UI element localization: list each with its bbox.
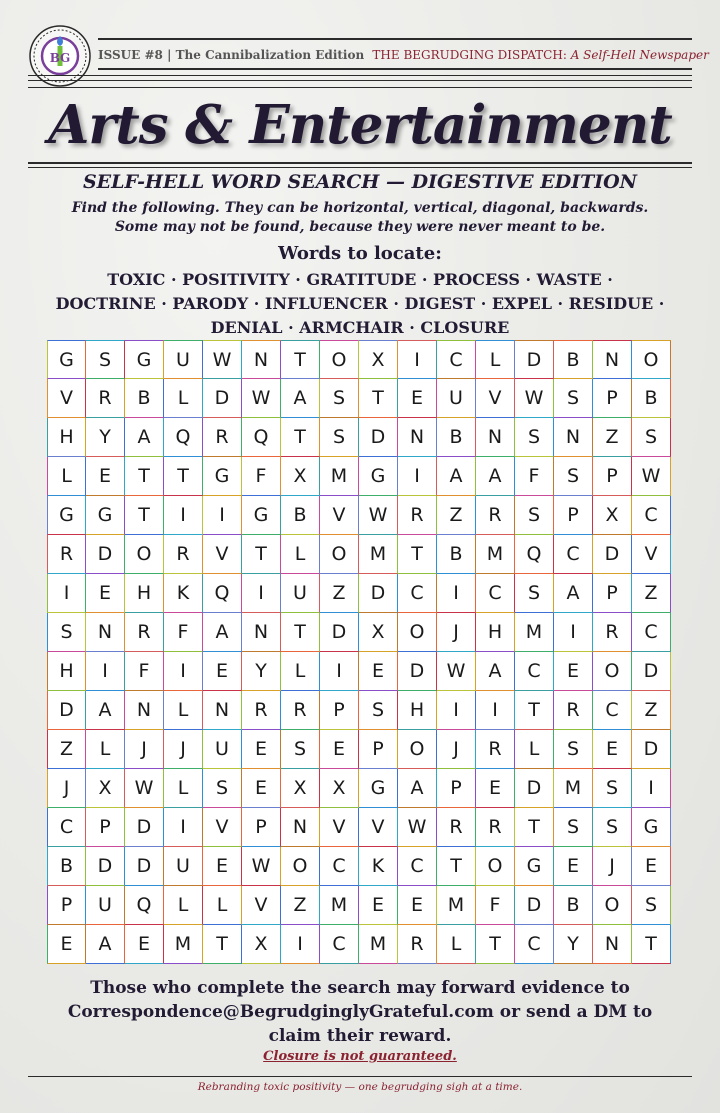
grid-cell[interactable]: R — [125, 613, 164, 652]
grid-cell[interactable]: A — [437, 457, 476, 496]
grid-cell[interactable]: I — [320, 652, 359, 691]
grid-cell[interactable]: I — [164, 808, 203, 847]
grid-cell[interactable]: L — [476, 340, 515, 379]
grid-cell[interactable]: H — [398, 691, 437, 730]
grid-cell[interactable]: L — [164, 379, 203, 418]
grid-cell[interactable]: L — [281, 535, 320, 574]
grid-cell[interactable]: P — [593, 379, 632, 418]
grid-cell[interactable]: V — [47, 379, 86, 418]
grid-cell[interactable]: W — [437, 652, 476, 691]
grid-cell[interactable]: E — [554, 652, 593, 691]
grid-cell[interactable]: D — [398, 652, 437, 691]
grid-cell[interactable]: C — [398, 574, 437, 613]
grid-cell[interactable]: D — [203, 379, 242, 418]
grid-cell[interactable]: P — [437, 769, 476, 808]
grid-cell[interactable]: T — [398, 535, 437, 574]
grid-cell[interactable]: D — [359, 418, 398, 457]
grid-cell[interactable]: N — [203, 691, 242, 730]
grid-cell[interactable]: C — [476, 574, 515, 613]
footer-message — [40, 976, 680, 1066]
grid-cell[interactable]: A — [125, 418, 164, 457]
puzzle-subtitle: SELF-HELL WORD SEARCH — DIGESTIVE EDITION — [82, 171, 638, 193]
grid-cell[interactable]: J — [164, 730, 203, 769]
grid-cell[interactable]: P — [554, 496, 593, 535]
grid-cell[interactable]: X — [281, 769, 320, 808]
word-list-line: DOCTRINE · PARODY · INFLUENCER · DIGEST · EXPEL · RESIDUE · — [55, 294, 665, 313]
grid-cell[interactable]: G — [125, 340, 164, 379]
grid-cell[interactable]: L — [47, 457, 86, 496]
grid-cell[interactable]: I — [632, 769, 671, 808]
instruction-line: Some may not be found, because they were never meant to be. — [114, 219, 606, 235]
grid-cell[interactable]: Z — [437, 496, 476, 535]
grid-cell[interactable]: C — [515, 652, 554, 691]
grid-cell[interactable]: D — [515, 769, 554, 808]
rule — [98, 68, 692, 70]
grid-cell[interactable]: H — [125, 574, 164, 613]
grid-cell[interactable]: N — [476, 418, 515, 457]
grid-cell[interactable]: S — [320, 379, 359, 418]
grid-cell[interactable]: D — [359, 574, 398, 613]
grid-cell[interactable]: B — [554, 340, 593, 379]
grid-cell[interactable]: D — [125, 847, 164, 886]
grid-cell[interactable]: G — [47, 496, 86, 535]
grid-cell[interactable]: W — [242, 847, 281, 886]
footer-line: Those who complete the search may forward evidence to — [90, 978, 630, 998]
footer-line: claim their reward. — [268, 1026, 452, 1046]
grid-cell[interactable]: C — [320, 847, 359, 886]
grid-cell[interactable]: S — [515, 496, 554, 535]
grid-cell[interactable]: A — [554, 574, 593, 613]
grid-cell[interactable]: E — [86, 457, 125, 496]
grid-cell[interactable]: V — [632, 535, 671, 574]
grid-cell[interactable]: Z — [320, 574, 359, 613]
grid-cell[interactable]: B — [437, 418, 476, 457]
grid-cell[interactable]: Q — [515, 535, 554, 574]
grid-cell[interactable]: L — [281, 652, 320, 691]
grid-cell[interactable]: N — [554, 418, 593, 457]
grid-cell[interactable]: G — [632, 808, 671, 847]
grid-cell[interactable]: L — [86, 730, 125, 769]
grid-cell[interactable]: R — [398, 925, 437, 964]
grid-cell[interactable]: I — [242, 574, 281, 613]
grid-cell[interactable]: O — [593, 652, 632, 691]
grid-cell[interactable]: Z — [47, 730, 86, 769]
grid-cell[interactable]: P — [359, 730, 398, 769]
grid-cell[interactable]: S — [86, 340, 125, 379]
grid-cell[interactable]: R — [554, 691, 593, 730]
grid-cell[interactable]: B — [281, 496, 320, 535]
grid-cell[interactable]: X — [593, 496, 632, 535]
grid-cell[interactable]: L — [164, 769, 203, 808]
word-search-grid — [47, 340, 671, 964]
grid-cell[interactable]: T — [125, 457, 164, 496]
grid-cell[interactable]: E — [398, 379, 437, 418]
grid-cell[interactable]: F — [164, 613, 203, 652]
grid-cell[interactable]: R — [164, 535, 203, 574]
grid-cell[interactable]: C — [593, 691, 632, 730]
grid-cell[interactable]: P — [593, 457, 632, 496]
grid-cell[interactable]: E — [593, 730, 632, 769]
grid-cell[interactable]: S — [632, 886, 671, 925]
grid-cell[interactable]: R — [203, 418, 242, 457]
grid-cell[interactable]: D — [632, 730, 671, 769]
grid-cell[interactable]: I — [437, 691, 476, 730]
grid-cell[interactable]: C — [47, 808, 86, 847]
grid-cell[interactable]: D — [515, 340, 554, 379]
grid-cell[interactable]: L — [164, 886, 203, 925]
grid-cell[interactable]: O — [125, 535, 164, 574]
grid-cell[interactable]: G — [242, 496, 281, 535]
grid-cell[interactable]: J — [437, 730, 476, 769]
issue-number: ISSUE #8 — [98, 48, 163, 62]
grid-cell[interactable]: J — [125, 730, 164, 769]
grid-cell[interactable]: I — [281, 925, 320, 964]
grid-cell[interactable]: S — [593, 769, 632, 808]
grid-cell[interactable]: E — [554, 847, 593, 886]
grid-cell[interactable]: O — [320, 535, 359, 574]
grid-cell[interactable]: S — [632, 418, 671, 457]
grid-cell[interactable]: P — [242, 808, 281, 847]
grid-cell[interactable]: T — [281, 418, 320, 457]
grid-cell[interactable]: G — [203, 457, 242, 496]
grid-cell[interactable]: G — [86, 496, 125, 535]
grid-cell[interactable]: R — [476, 730, 515, 769]
grid-cell[interactable]: L — [515, 730, 554, 769]
grid-cell[interactable]: E — [320, 730, 359, 769]
grid-cell[interactable]: U — [281, 574, 320, 613]
grid-cell[interactable]: F — [476, 886, 515, 925]
grid-cell[interactable]: Q — [242, 418, 281, 457]
grid-cell[interactable]: P — [47, 886, 86, 925]
grid-cell[interactable]: W — [242, 379, 281, 418]
rule — [28, 1076, 692, 1077]
paper-name: THE BEGRUDGING DISPATCH: A Self-Hell Newspaper — [372, 48, 709, 62]
grid-cell[interactable]: T — [359, 379, 398, 418]
grid-cell[interactable]: R — [86, 379, 125, 418]
grid-cell[interactable]: D — [86, 847, 125, 886]
grid-cell[interactable]: U — [203, 730, 242, 769]
grid-cell[interactable]: Y — [242, 652, 281, 691]
grid-cell[interactable]: U — [164, 340, 203, 379]
grid-cell[interactable]: T — [437, 847, 476, 886]
grid-cell[interactable]: A — [476, 652, 515, 691]
grid-cell[interactable]: A — [476, 457, 515, 496]
grid-cell[interactable]: T — [515, 808, 554, 847]
grid-cell[interactable]: F — [125, 652, 164, 691]
grid-cell[interactable]: W — [203, 340, 242, 379]
grid-cell[interactable]: U — [86, 886, 125, 925]
grid-cell[interactable]: A — [86, 691, 125, 730]
grid-cell[interactable]: C — [320, 925, 359, 964]
grid-cell[interactable]: N — [281, 808, 320, 847]
grid-cell[interactable]: Q — [203, 574, 242, 613]
grid-cell[interactable]: S — [359, 691, 398, 730]
grid-cell[interactable]: V — [203, 808, 242, 847]
grid-cell[interactable]: U — [437, 379, 476, 418]
grid-cell[interactable]: I — [86, 652, 125, 691]
grid-cell[interactable]: M — [320, 457, 359, 496]
grid-cell[interactable]: G — [359, 457, 398, 496]
grid-cell[interactable]: M — [320, 886, 359, 925]
grid-cell[interactable]: T — [476, 925, 515, 964]
grid-cell[interactable]: O — [281, 847, 320, 886]
grid-cell[interactable]: T — [515, 691, 554, 730]
grid-cell[interactable]: C — [437, 340, 476, 379]
grid-cell[interactable]: D — [593, 535, 632, 574]
grid-cell[interactable]: L — [164, 691, 203, 730]
grid-cell[interactable]: R — [437, 808, 476, 847]
grid-cell[interactable]: M — [359, 925, 398, 964]
grid-cell[interactable]: C — [632, 496, 671, 535]
grid-cell[interactable]: O — [398, 730, 437, 769]
grid-cell[interactable]: Z — [281, 886, 320, 925]
grid-cell[interactable]: E — [203, 847, 242, 886]
grid-cell[interactable]: S — [281, 730, 320, 769]
grid-cell[interactable]: R — [242, 691, 281, 730]
grid-cell[interactable]: N — [86, 613, 125, 652]
grid-cell[interactable]: E — [242, 730, 281, 769]
grid-cell[interactable]: T — [203, 925, 242, 964]
grid-cell[interactable]: A — [86, 925, 125, 964]
grid-cell[interactable]: E — [86, 574, 125, 613]
grid-cell[interactable]: X — [242, 925, 281, 964]
masthead — [98, 48, 709, 62]
word-list — [24, 268, 696, 340]
grid-cell[interactable]: O — [476, 847, 515, 886]
grid-cell[interactable]: G — [47, 340, 86, 379]
grid-cell[interactable]: X — [86, 769, 125, 808]
grid-cell[interactable]: W — [398, 808, 437, 847]
word-list-line: TOXIC · POSITIVITY · GRATITUDE · PROCESS · WASTE · — [107, 270, 613, 289]
grid-cell[interactable]: E — [47, 925, 86, 964]
grid-cell[interactable]: H — [476, 613, 515, 652]
grid-cell[interactable]: M — [476, 535, 515, 574]
grid-cell[interactable]: J — [593, 847, 632, 886]
edition-name: | The Cannibalization Edition — [167, 48, 365, 62]
grid-cell[interactable]: D — [47, 691, 86, 730]
grid-cell[interactable]: N — [398, 418, 437, 457]
grid-cell[interactable]: X — [359, 340, 398, 379]
grid-cell[interactable]: B — [632, 379, 671, 418]
grid-cell[interactable]: U — [164, 847, 203, 886]
grid-cell[interactable]: A — [398, 769, 437, 808]
grid-cell[interactable]: N — [125, 691, 164, 730]
grid-cell[interactable]: S — [47, 613, 86, 652]
grid-cell[interactable]: V — [476, 379, 515, 418]
grid-cell[interactable]: Q — [125, 886, 164, 925]
grid-cell[interactable]: D — [86, 535, 125, 574]
grid-cell[interactable]: V — [320, 808, 359, 847]
grid-cell[interactable]: E — [398, 886, 437, 925]
grid-cell[interactable]: X — [359, 613, 398, 652]
grid-cell[interactable]: M — [554, 769, 593, 808]
grid-cell[interactable]: P — [320, 691, 359, 730]
grid-cell[interactable]: X — [320, 769, 359, 808]
grid-cell[interactable]: W — [515, 379, 554, 418]
grid-cell[interactable]: I — [398, 340, 437, 379]
grid-cell[interactable]: F — [515, 457, 554, 496]
grid-cell[interactable]: T — [242, 535, 281, 574]
rule — [28, 75, 692, 76]
grid-cell[interactable]: S — [554, 379, 593, 418]
grid-cell[interactable]: S — [554, 808, 593, 847]
grid-cell[interactable]: R — [281, 691, 320, 730]
instruction-line: Find the following. They can be horizontal, vertical, diagonal, backwards. — [71, 200, 649, 216]
grid-cell[interactable]: R — [593, 613, 632, 652]
grid-cell[interactable]: Y — [86, 418, 125, 457]
word-list-line: DENIAL · ARMCHAIR · CLOSURE — [210, 318, 510, 337]
grid-cell[interactable]: D — [320, 613, 359, 652]
grid-cell[interactable]: B — [437, 535, 476, 574]
closure-disclaimer: Closure is not guaranteed. — [263, 1049, 457, 1064]
grid-cell[interactable]: C — [554, 535, 593, 574]
rule — [98, 38, 692, 40]
logo — [28, 24, 92, 88]
tagline: Rebranding toxic positivity — one begrudging sigh at a time. — [197, 1081, 523, 1093]
grid-cell[interactable]: E — [203, 652, 242, 691]
grid-cell[interactable]: E — [242, 769, 281, 808]
grid-cell[interactable]: N — [242, 340, 281, 379]
grid-cell[interactable]: A — [281, 379, 320, 418]
grid-cell[interactable]: K — [164, 574, 203, 613]
grid-cell[interactable]: Z — [593, 418, 632, 457]
grid-cell[interactable]: S — [203, 769, 242, 808]
grid-cell[interactable]: Q — [164, 418, 203, 457]
grid-cell[interactable]: K — [359, 847, 398, 886]
grid-cell[interactable]: W — [359, 496, 398, 535]
grid-cell[interactable]: T — [281, 340, 320, 379]
rule — [28, 87, 692, 88]
grid-cell[interactable]: B — [47, 847, 86, 886]
rule — [28, 80, 692, 81]
grid-cell[interactable]: S — [593, 808, 632, 847]
grid-cell[interactable]: J — [47, 769, 86, 808]
grid-cell[interactable]: E — [632, 847, 671, 886]
grid-cell[interactable]: I — [476, 691, 515, 730]
grid-cell[interactable]: M — [515, 613, 554, 652]
grid-cell[interactable]: M — [359, 535, 398, 574]
grid-cell[interactable]: H — [47, 652, 86, 691]
grid-cell[interactable]: W — [632, 457, 671, 496]
grid-cell[interactable]: D — [515, 886, 554, 925]
logo-emblem-icon — [28, 24, 92, 88]
grid-cell[interactable]: M — [437, 886, 476, 925]
grid-cell[interactable]: M — [164, 925, 203, 964]
grid-cell[interactable]: O — [320, 340, 359, 379]
grid-cell[interactable]: S — [320, 418, 359, 457]
grid-cell[interactable]: T — [125, 496, 164, 535]
svg-text:BG: BG — [49, 51, 71, 65]
grid-cell[interactable]: F — [242, 457, 281, 496]
grid-cell[interactable]: T — [632, 925, 671, 964]
grid-cell[interactable]: S — [515, 574, 554, 613]
grid-cell[interactable]: X — [281, 457, 320, 496]
grid-cell[interactable]: G — [515, 847, 554, 886]
rule — [28, 167, 692, 168]
words-heading: Words to locate: — [278, 243, 442, 264]
rule — [28, 162, 692, 164]
grid-cell[interactable]: N — [593, 340, 632, 379]
grid-cell[interactable]: Z — [632, 574, 671, 613]
grid-cell[interactable]: V — [320, 496, 359, 535]
grid-cell[interactable]: H — [47, 418, 86, 457]
grid-cell[interactable]: C — [515, 925, 554, 964]
grid-cell[interactable]: E — [359, 652, 398, 691]
footer-email-line: Correspondence@BegrudginglyGrateful.com or send a DM to — [67, 1002, 653, 1022]
grid-cell[interactable]: I — [47, 574, 86, 613]
grid-cell[interactable]: I — [554, 613, 593, 652]
grid-cell[interactable]: D — [125, 808, 164, 847]
grid-cell[interactable]: E — [359, 886, 398, 925]
grid-cell[interactable]: I — [164, 496, 203, 535]
instructions — [30, 199, 690, 237]
grid-cell[interactable]: Z — [632, 691, 671, 730]
grid-cell[interactable]: I — [203, 496, 242, 535]
grid-cell[interactable]: E — [476, 769, 515, 808]
grid-cell[interactable]: I — [398, 457, 437, 496]
grid-cell[interactable]: I — [164, 652, 203, 691]
grid-cell[interactable]: R — [398, 496, 437, 535]
grid-cell[interactable]: I — [437, 574, 476, 613]
grid-cell[interactable]: T — [164, 457, 203, 496]
grid-cell[interactable]: P — [593, 574, 632, 613]
grid-cell[interactable]: O — [632, 340, 671, 379]
grid-cell[interactable]: C — [398, 847, 437, 886]
grid-cell[interactable]: T — [281, 613, 320, 652]
grid-cell[interactable]: A — [203, 613, 242, 652]
grid-cell[interactable]: G — [359, 769, 398, 808]
grid-cell[interactable]: R — [476, 808, 515, 847]
grid-cell[interactable]: N — [242, 613, 281, 652]
grid-cell[interactable]: C — [632, 613, 671, 652]
grid-cell[interactable]: O — [398, 613, 437, 652]
grid-cell[interactable]: V — [242, 886, 281, 925]
grid-cell[interactable]: W — [125, 769, 164, 808]
grid-cell[interactable]: S — [554, 730, 593, 769]
grid-cell[interactable]: Y — [554, 925, 593, 964]
grid-cell[interactable]: V — [359, 808, 398, 847]
grid-cell[interactable]: D — [632, 652, 671, 691]
grid-cell[interactable]: E — [125, 925, 164, 964]
grid-cell[interactable]: B — [125, 379, 164, 418]
grid-cell[interactable]: O — [593, 886, 632, 925]
grid-cell[interactable]: S — [554, 457, 593, 496]
page-title: Arts & Entertainment — [48, 94, 672, 156]
grid-cell[interactable]: B — [554, 886, 593, 925]
grid-cell[interactable]: R — [47, 535, 86, 574]
grid-cell[interactable]: V — [203, 535, 242, 574]
grid-cell[interactable]: R — [476, 496, 515, 535]
grid-cell[interactable]: N — [593, 925, 632, 964]
grid-cell[interactable]: S — [515, 418, 554, 457]
grid-cell[interactable]: J — [437, 613, 476, 652]
grid-cell[interactable]: P — [86, 808, 125, 847]
grid-cell[interactable]: L — [437, 925, 476, 964]
grid-cell[interactable]: L — [203, 886, 242, 925]
